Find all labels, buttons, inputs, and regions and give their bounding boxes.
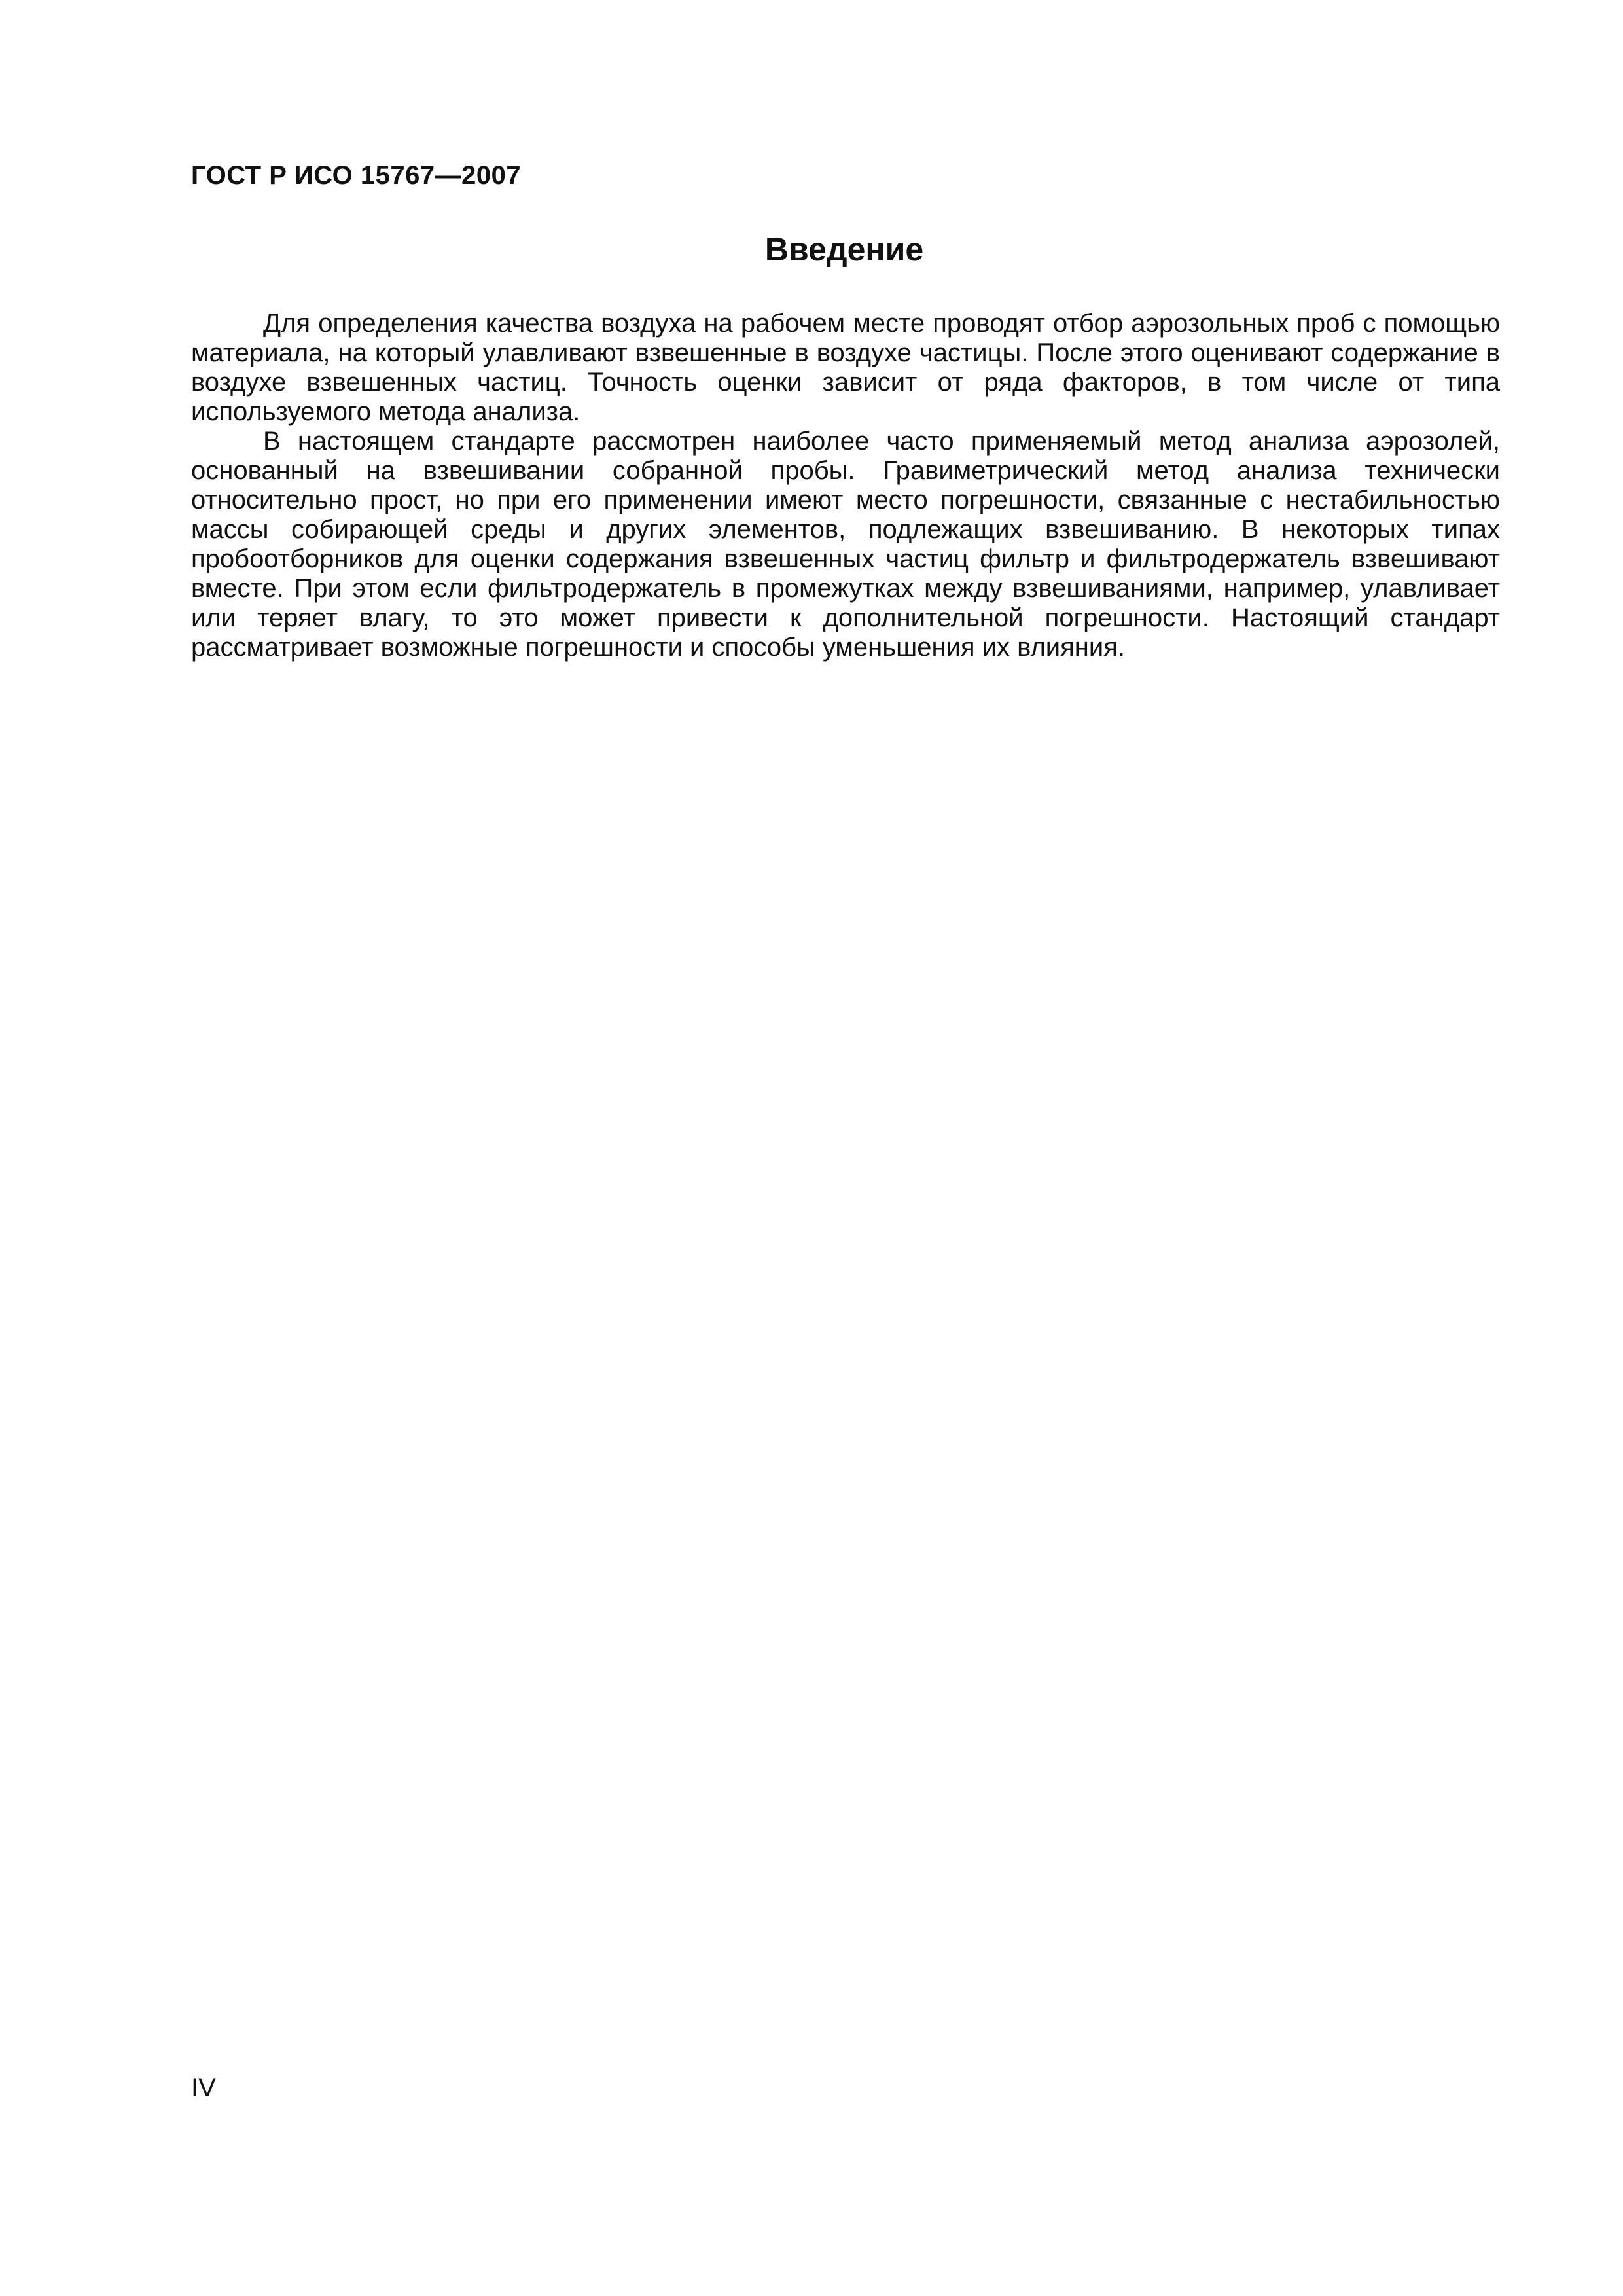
body-text xyxy=(191,309,1500,662)
paragraph: Для определения качества воздуха на рабочем месте проводят отбор аэрозольных проб с помощью материала, на который улавливают взвешенные в воздухе частицы. После этого оценивают содержание в воздухе взвешенных частиц. Точность оценки зависит от ряда факторов, в том числе от типа используемого метода анализа. xyxy=(191,309,1500,426)
section-title: Введение xyxy=(764,231,924,268)
paragraph: В настоящем стандарте рассмотрен наиболее часто применяемый метод анализа аэрозолей, основанный на взвешивании собранной пробы. Гравиметрический метод анализа технически относительно прост, но при его применении имеют место погрешности, связанные с нестабильностью массы собирающей среды и других элементов, подлежащих взвешиванию. В некоторых типах пробоотборников для оценки содержания взвешенных частиц фильтр и фильтродержатель взвешивают вместе. При этом если фильтродержатель в промежутках между взвешиваниями, например, улавливает или теряет влагу, то это может привести к дополнительной погрешности. Настоящий стандарт рассматривает возможные погрешности и способы уменьшения их влияния. xyxy=(191,427,1500,662)
document-header: ГОСТ Р ИСО 15767—2007 xyxy=(191,161,522,190)
page-number: IV xyxy=(191,2073,216,2102)
